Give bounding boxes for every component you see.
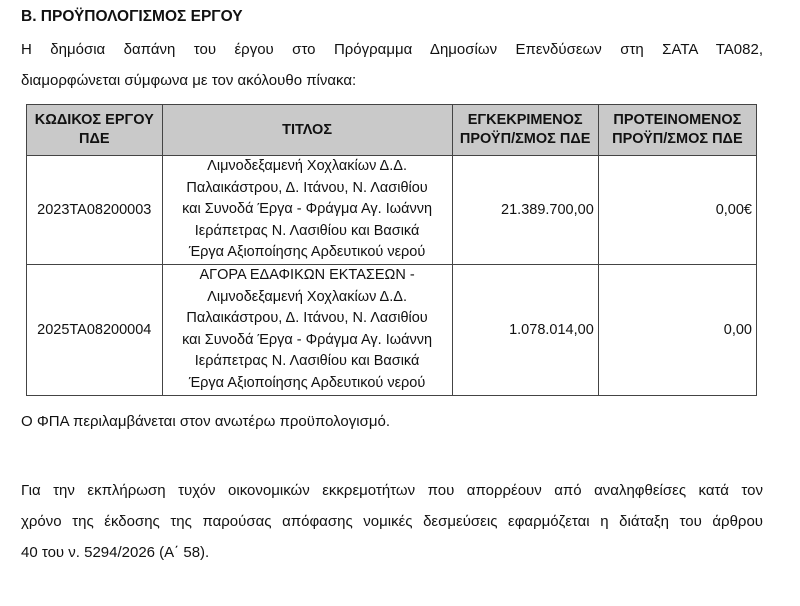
header-proposed-line-1: ΠΡΟΤΕΙΝΟΜΕΝΟΣ bbox=[613, 112, 742, 128]
budget-table bbox=[26, 104, 757, 396]
header-title: ΤΙΤΛΟΣ bbox=[162, 105, 452, 156]
row-title-line: Λιμνοδεξαμενή Χοχλακίων Δ.Δ. bbox=[207, 158, 407, 174]
closing-line-3: 40 του ν. 5294/2026 (Α΄ 58). bbox=[21, 544, 210, 561]
row-title-line: και Συνοδά Έργα - Φράγμα Αγ. Ιωάννη bbox=[182, 201, 433, 218]
row-proposed-budget: 0,00 bbox=[598, 264, 756, 395]
row-title-line: Ιεράπετρας Ν. Λασιθίου και Βασικά bbox=[194, 353, 420, 370]
header-approved bbox=[452, 105, 598, 156]
row-approved-budget: 21.389.700,00 bbox=[452, 156, 598, 265]
header-code-line-1: ΚΩΔΙΚΟΣ ΕΡΓΟΥ bbox=[34, 112, 154, 128]
closing-line-1: Για την εκπλήρωση τυχόν οικονομικών εκκρεμοτήτων που απορρέουν από αναληφθείσες κατά τον bbox=[21, 482, 763, 499]
intro-line-1: Η δημόσια δαπάνη του έργου στο Πρόγραμμα Δημοσίων Επενδύσεων στη ΣΑΤΑ ΤΑ082, bbox=[21, 41, 763, 58]
closing-line-2: χρόνο της έκδοσης της παρούσας απόφασης νομικές δεσμεύσεις εφαρμόζεται η διάταξη του άρθρου bbox=[21, 513, 763, 530]
table-header-row bbox=[27, 105, 757, 156]
intro-paragraph bbox=[21, 34, 763, 96]
header-code bbox=[27, 105, 163, 156]
row-title-line: Λιμνοδεξαμενή Χοχλακίων Δ.Δ. bbox=[207, 288, 407, 305]
row-title-line: Έργα Αξιοποίησης Αρδευτικού νερού bbox=[188, 244, 426, 261]
table-row bbox=[27, 264, 757, 395]
row-code: 2023ΤΑ08200003 bbox=[27, 156, 163, 265]
row-title-line: Παλαικάστρου, Δ. Ιτάνου, Ν. Λασιθίου bbox=[186, 179, 428, 196]
row-title-line: Έργα Αξιοποίησης Αρδευτικού νερού bbox=[188, 374, 426, 391]
row-proposed-budget: 0,00€ bbox=[598, 156, 756, 265]
row-title-line: Παλαικάστρου, Δ. Ιτάνου, Ν. Λασιθίου bbox=[186, 310, 428, 327]
row-code: 2025ΤΑ08200004 bbox=[27, 264, 163, 395]
header-proposed bbox=[598, 105, 756, 156]
row-title-line: Ιεράπετρας Ν. Λασιθίου και Βασικά bbox=[194, 222, 420, 239]
section-heading: Β. ΠΡΟΫΠΟΛΟΓΙΣΜΟΣ ΕΡΓΟΥ bbox=[21, 8, 243, 25]
row-title-line: ΑΓΟΡΑ ΕΔΑΦΙΚΩΝ ΕΚΤΑΣΕΩΝ - bbox=[199, 266, 415, 283]
row-approved-budget: 1.078.014,00 bbox=[452, 264, 598, 395]
table-row bbox=[27, 156, 757, 265]
header-approved-line-2: ΠΡΟΫΠ/ΣΜΟΣ ΠΔΕ bbox=[459, 131, 591, 147]
header-approved-line-1: ΕΓΚΕΚΡΙΜΕΝΟΣ bbox=[467, 112, 583, 128]
header-code-line-2: ΠΔΕ bbox=[78, 131, 110, 147]
closing-paragraph bbox=[21, 475, 763, 568]
row-title bbox=[162, 264, 452, 395]
row-title-line: και Συνοδά Έργα - Φράγμα Αγ. Ιωάννη bbox=[182, 331, 433, 348]
row-title bbox=[162, 156, 452, 265]
header-proposed-line-2: ΠΡΟΫΠ/ΣΜΟΣ ΠΔΕ bbox=[612, 131, 743, 147]
intro-line-2: διαμορφώνεται σύμφωνα με τον ακόλουθο πίνακα: bbox=[21, 72, 357, 89]
vat-note: Ο ΦΠΑ περιλαμβάνεται στον ανωτέρω προϋπολογισμό. bbox=[21, 413, 390, 430]
